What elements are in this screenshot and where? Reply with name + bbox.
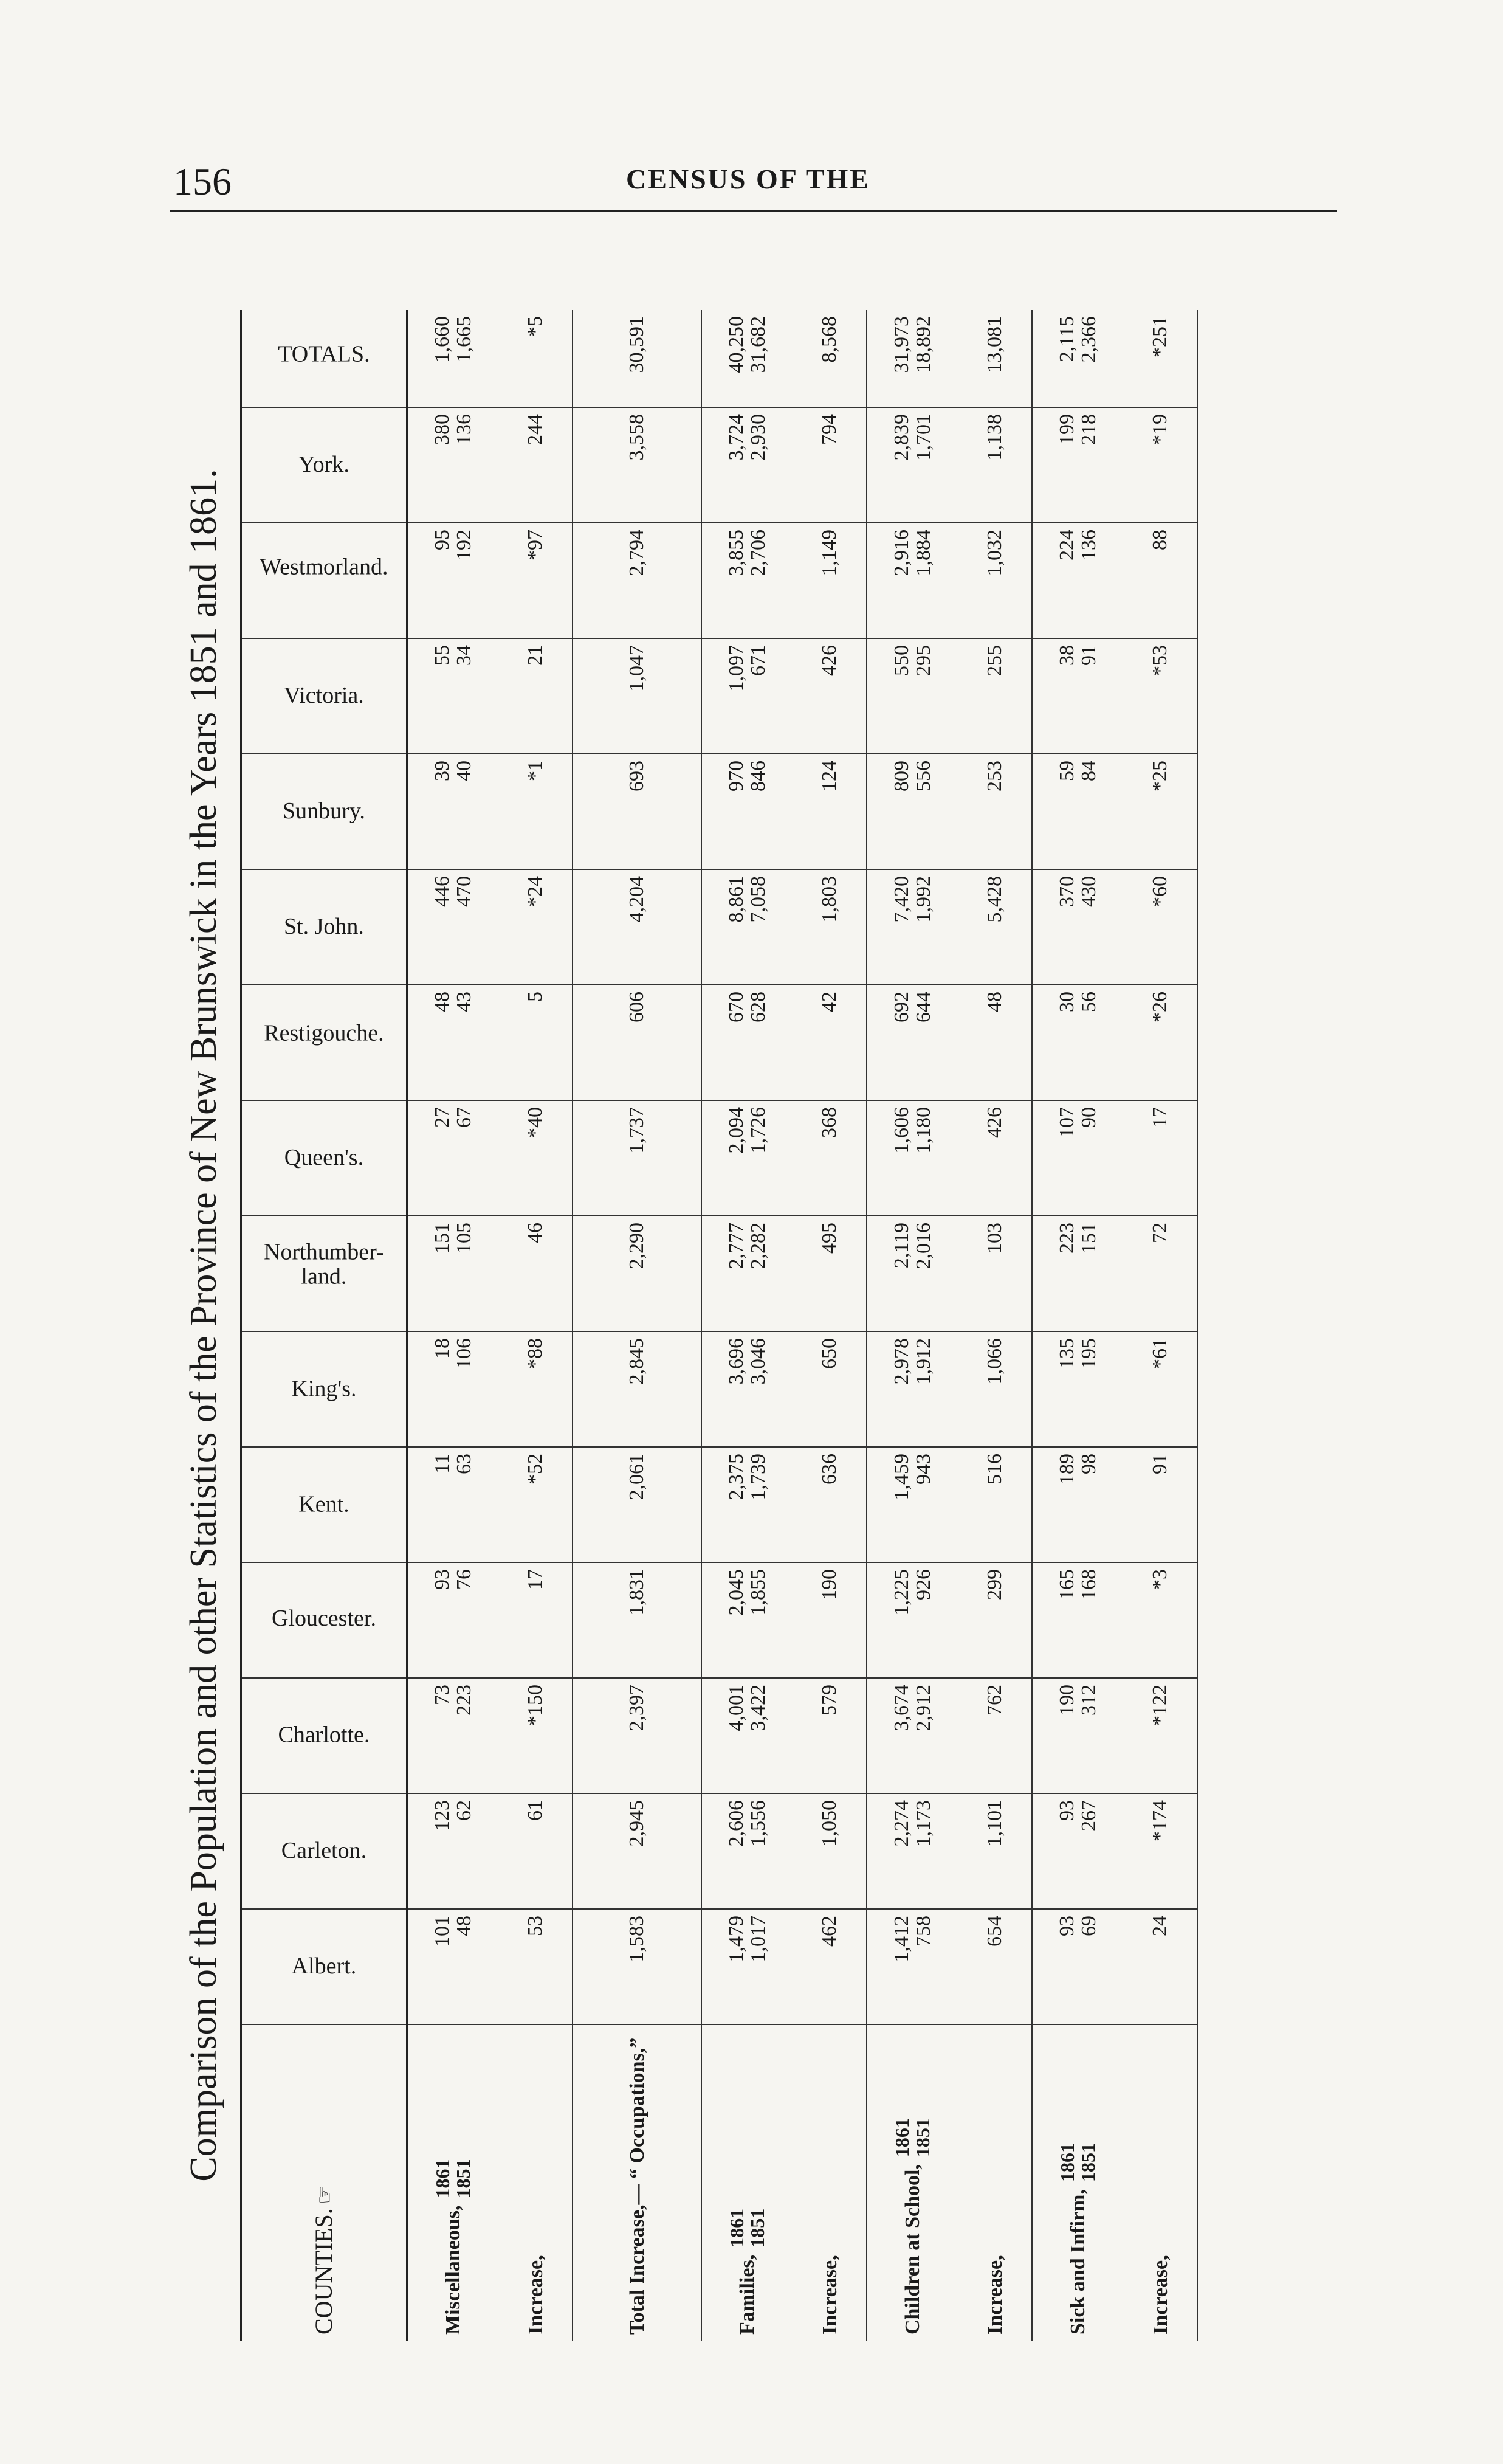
counties-label: COUNTIES.: [310, 2208, 337, 2335]
pointing-hand-icon: ☞: [312, 2184, 337, 2205]
county-name: Victoria.: [284, 683, 364, 709]
value-cell: 2,375 1,739: [701, 1447, 793, 1562]
value-cell: 190: [793, 1562, 867, 1678]
value-cell: 670 628: [701, 985, 793, 1100]
value-cell: 2,945: [573, 1793, 701, 1909]
value-cell: 1,606 1,180: [867, 1100, 958, 1216]
value-cell: 1,583: [573, 1909, 701, 2024]
row-label: Miscellaneous,: [442, 2205, 465, 2335]
value-cell: 255: [958, 638, 1032, 754]
value-cell: 21: [499, 638, 573, 754]
value-cell: *53: [1124, 638, 1197, 754]
value-cell: 1,459 943: [867, 1447, 958, 1562]
value-cell: 762: [958, 1678, 1032, 1793]
row-label-cell: [958, 2024, 1032, 2341]
value-cell: 101 48: [407, 1909, 500, 2024]
value-cell: 4,001 3,422: [701, 1678, 793, 1793]
value-cell: 495: [793, 1216, 867, 1331]
row-label: Families,: [736, 2254, 759, 2335]
value-cell: 2,061: [573, 1447, 701, 1562]
value-cell: 3,696 3,046: [701, 1331, 793, 1447]
value-cell: *251: [1124, 310, 1197, 407]
county-header: [241, 1562, 407, 1678]
value-cell: 516: [958, 1447, 1032, 1562]
value-cell: 1,479 1,017: [701, 1909, 793, 2024]
value-cell: 2,119 2,016: [867, 1216, 958, 1331]
value-cell: 93 76: [407, 1562, 500, 1678]
county-name: King's.: [291, 1376, 357, 1402]
value-cell: 1,803: [793, 869, 867, 985]
value-cell: 244: [499, 407, 573, 523]
value-cell: 73 223: [407, 1678, 500, 1793]
value-cell: 17: [499, 1562, 573, 1678]
value-cell: 190 312: [1032, 1678, 1124, 1793]
value-cell: 380 136: [407, 407, 500, 523]
value-cell: 93 69: [1032, 1909, 1124, 2024]
counties-header: [241, 2024, 407, 2341]
value-cell: 2,839 1,701: [867, 407, 958, 523]
value-cell: 693: [573, 754, 701, 869]
row-label-cell: [407, 2024, 500, 2341]
county-header: [241, 310, 407, 407]
value-cell: *3: [1124, 1562, 1197, 1678]
value-cell: *5: [499, 310, 573, 407]
county-header: [241, 869, 407, 985]
value-cell: *1: [499, 754, 573, 869]
value-cell: 46: [499, 1216, 573, 1331]
county-name: Restigouche.: [264, 1020, 384, 1046]
county-name: Queen's.: [284, 1145, 364, 1171]
value-cell: 39 40: [407, 754, 500, 869]
county-name: Carleton.: [281, 1838, 367, 1864]
value-cell: 2,094 1,726: [701, 1100, 793, 1216]
value-cell: 970 846: [701, 754, 793, 869]
county-header: [241, 985, 407, 1100]
value-cell: *25: [1124, 754, 1197, 869]
value-cell: 299: [958, 1562, 1032, 1678]
value-cell: 446 470: [407, 869, 500, 985]
row-label: Increase,: [525, 2255, 548, 2335]
value-cell: 1,101: [958, 1793, 1032, 1909]
row-label-cell: [1032, 2024, 1124, 2341]
value-cell: *19: [1124, 407, 1197, 523]
county-name: York.: [298, 452, 349, 478]
value-cell: 3,558: [573, 407, 701, 523]
value-cell: 2,777 2,282: [701, 1216, 793, 1331]
value-cell: 27 67: [407, 1100, 500, 1216]
value-cell: 2,916 1,884: [867, 523, 958, 638]
value-cell: 1,737: [573, 1100, 701, 1216]
value-cell: *122: [1124, 1678, 1197, 1793]
value-cell: 53: [499, 1909, 573, 2024]
value-cell: 72: [1124, 1216, 1197, 1331]
county-name: Gloucester.: [271, 1606, 376, 1632]
table-row: [573, 310, 701, 2341]
value-cell: 42: [793, 985, 867, 1100]
value-cell: 199 218: [1032, 407, 1124, 523]
value-cell: 794: [793, 407, 867, 523]
value-cell: 2,115 2,366: [1032, 310, 1124, 407]
row-label-cell: [701, 2024, 793, 2341]
row-label-cell: [573, 2024, 701, 2341]
county-header: [241, 1447, 407, 1562]
value-cell: 1,660 1,665: [407, 310, 500, 407]
table-row: [1124, 310, 1197, 2341]
county-header: [241, 523, 407, 638]
value-cell: 1,066: [958, 1331, 1032, 1447]
value-cell: 606: [573, 985, 701, 1100]
value-cell: *97: [499, 523, 573, 638]
running-head: CENSUS OF THE: [626, 164, 870, 195]
row-label-cell: [1124, 2024, 1197, 2341]
value-cell: *40: [499, 1100, 573, 1216]
value-cell: 1,831: [573, 1562, 701, 1678]
value-cell: *60: [1124, 869, 1197, 985]
county-name: St. John.: [284, 914, 364, 940]
value-cell: 1,412 758: [867, 1909, 958, 2024]
value-cell: 1,050: [793, 1793, 867, 1909]
value-cell: 95 192: [407, 523, 500, 638]
value-cell: 2,978 1,912: [867, 1331, 958, 1447]
value-cell: 48: [958, 985, 1032, 1100]
row-years: 1861 1851: [891, 2118, 934, 2158]
county-header: [241, 1793, 407, 1909]
value-cell: 462: [793, 1909, 867, 2024]
value-cell: 1,032: [958, 523, 1032, 638]
value-cell: 61: [499, 1793, 573, 1909]
page-number: 156: [173, 160, 232, 203]
value-cell: 107 90: [1032, 1100, 1124, 1216]
value-cell: *150: [499, 1678, 573, 1793]
value-cell: 3,674 2,912: [867, 1678, 958, 1793]
row-label-cell: [793, 2024, 867, 2341]
value-cell: 24: [1124, 1909, 1197, 2024]
value-cell: 2,606 1,556: [701, 1793, 793, 1909]
value-cell: 13,081: [958, 310, 1032, 407]
table-row: [1032, 310, 1124, 2341]
value-cell: *88: [499, 1331, 573, 1447]
county-header: [241, 1331, 407, 1447]
value-cell: 1,149: [793, 523, 867, 638]
county-name: Charlotte.: [278, 1722, 370, 1748]
value-cell: 223 151: [1032, 1216, 1124, 1331]
value-cell: 55 34: [407, 638, 500, 754]
county-header: [241, 1216, 407, 1331]
value-cell: 809 556: [867, 754, 958, 869]
row-label: Increase,: [984, 2255, 1007, 2335]
value-cell: 2,794: [573, 523, 701, 638]
value-cell: 370 430: [1032, 869, 1124, 985]
value-cell: 30 56: [1032, 985, 1124, 1100]
value-cell: 5: [499, 985, 573, 1100]
row-label-cell: [499, 2024, 573, 2341]
value-cell: 38 91: [1032, 638, 1124, 754]
row-label: Children at School,: [901, 2164, 924, 2335]
value-cell: 654: [958, 1909, 1032, 2024]
value-cell: 1,225 926: [867, 1562, 958, 1678]
value-cell: 151 105: [407, 1216, 500, 1331]
value-cell: 1,047: [573, 638, 701, 754]
table-row: [499, 310, 573, 2341]
census-comparison-table: [240, 310, 1198, 2341]
value-cell: 224 136: [1032, 523, 1124, 638]
county-header: [241, 638, 407, 754]
row-years: 1861 1851: [726, 2208, 768, 2248]
value-cell: 636: [793, 1447, 867, 1562]
value-cell: 103: [958, 1216, 1032, 1331]
value-cell: 7,420 1,992: [867, 869, 958, 985]
value-cell: 2,045 1,855: [701, 1562, 793, 1678]
value-cell: 17: [1124, 1100, 1197, 1216]
value-cell: 426: [958, 1100, 1032, 1216]
value-cell: 3,855 2,706: [701, 523, 793, 638]
value-cell: *61: [1124, 1331, 1197, 1447]
value-cell: 2,397: [573, 1678, 701, 1793]
value-cell: 5,428: [958, 869, 1032, 985]
county-header: [241, 1678, 407, 1793]
value-cell: 4,204: [573, 869, 701, 985]
row-label: Increase,: [1149, 2255, 1172, 2335]
county-name: Albert.: [291, 1953, 357, 1979]
value-cell: 30,591: [573, 310, 701, 407]
value-cell: 1,097 671: [701, 638, 793, 754]
row-years: 1861 1851: [432, 2159, 474, 2198]
county-name: Sunbury.: [283, 798, 365, 824]
row-label: Increase,: [819, 2255, 842, 2335]
county-header: [241, 1909, 407, 2024]
table-row: [958, 310, 1032, 2341]
county-name: Northumber- land.: [264, 1239, 384, 1289]
value-cell: *174: [1124, 1793, 1197, 1909]
value-cell: 2,274 1,173: [867, 1793, 958, 1909]
value-cell: *24: [499, 869, 573, 985]
table-row: [407, 310, 500, 2341]
value-cell: 135 195: [1032, 1331, 1124, 1447]
value-cell: 165 168: [1032, 1562, 1124, 1678]
county-name: TOTALS.: [278, 341, 370, 367]
value-cell: 59 84: [1032, 754, 1124, 869]
value-cell: 2,845: [573, 1331, 701, 1447]
value-cell: 31,973 18,892: [867, 310, 958, 407]
county-header: [241, 407, 407, 523]
header-rule: [170, 210, 1337, 212]
value-cell: 1,138: [958, 407, 1032, 523]
table-title: Comparison of the Population and other Statistics of the Province of New Brunswick in the Years 1851 and 1861.: [183, 469, 224, 2182]
value-cell: 8,861 7,058: [701, 869, 793, 985]
value-cell: 253: [958, 754, 1032, 869]
value-cell: 550 295: [867, 638, 958, 754]
county-name: Westmorland.: [260, 554, 388, 580]
value-cell: 48 43: [407, 985, 500, 1100]
value-cell: 91: [1124, 1447, 1197, 1562]
value-cell: 3,724 2,930: [701, 407, 793, 523]
rotated-table-block: [173, 310, 1328, 2341]
value-cell: 11 63: [407, 1447, 500, 1562]
value-cell: 88: [1124, 523, 1197, 638]
table-row: [793, 310, 867, 2341]
value-cell: 93 267: [1032, 1793, 1124, 1909]
value-cell: 368: [793, 1100, 867, 1216]
value-cell: 692 644: [867, 985, 958, 1100]
table-row: [701, 310, 793, 2341]
value-cell: *52: [499, 1447, 573, 1562]
value-cell: 8,568: [793, 310, 867, 407]
county-header: [241, 754, 407, 869]
row-years: 1861 1851: [1056, 2143, 1099, 2182]
county-header: [241, 1100, 407, 1216]
value-cell: 18 106: [407, 1331, 500, 1447]
value-cell: 40,250 31,682: [701, 310, 793, 407]
value-cell: 124: [793, 754, 867, 869]
value-cell: 650: [793, 1331, 867, 1447]
value-cell: 2,290: [573, 1216, 701, 1331]
value-cell: 426: [793, 638, 867, 754]
row-label-cell: [867, 2024, 958, 2341]
value-cell: 189 98: [1032, 1447, 1124, 1562]
value-cell: *26: [1124, 985, 1197, 1100]
county-name: Kent.: [298, 1491, 349, 1517]
table-row: [867, 310, 958, 2341]
row-label: Sick and Infirm,: [1067, 2189, 1090, 2335]
value-cell: 123 62: [407, 1793, 500, 1909]
value-cell: 579: [793, 1678, 867, 1793]
row-label: Total Increase,— “ Occupations,”: [626, 2037, 649, 2335]
